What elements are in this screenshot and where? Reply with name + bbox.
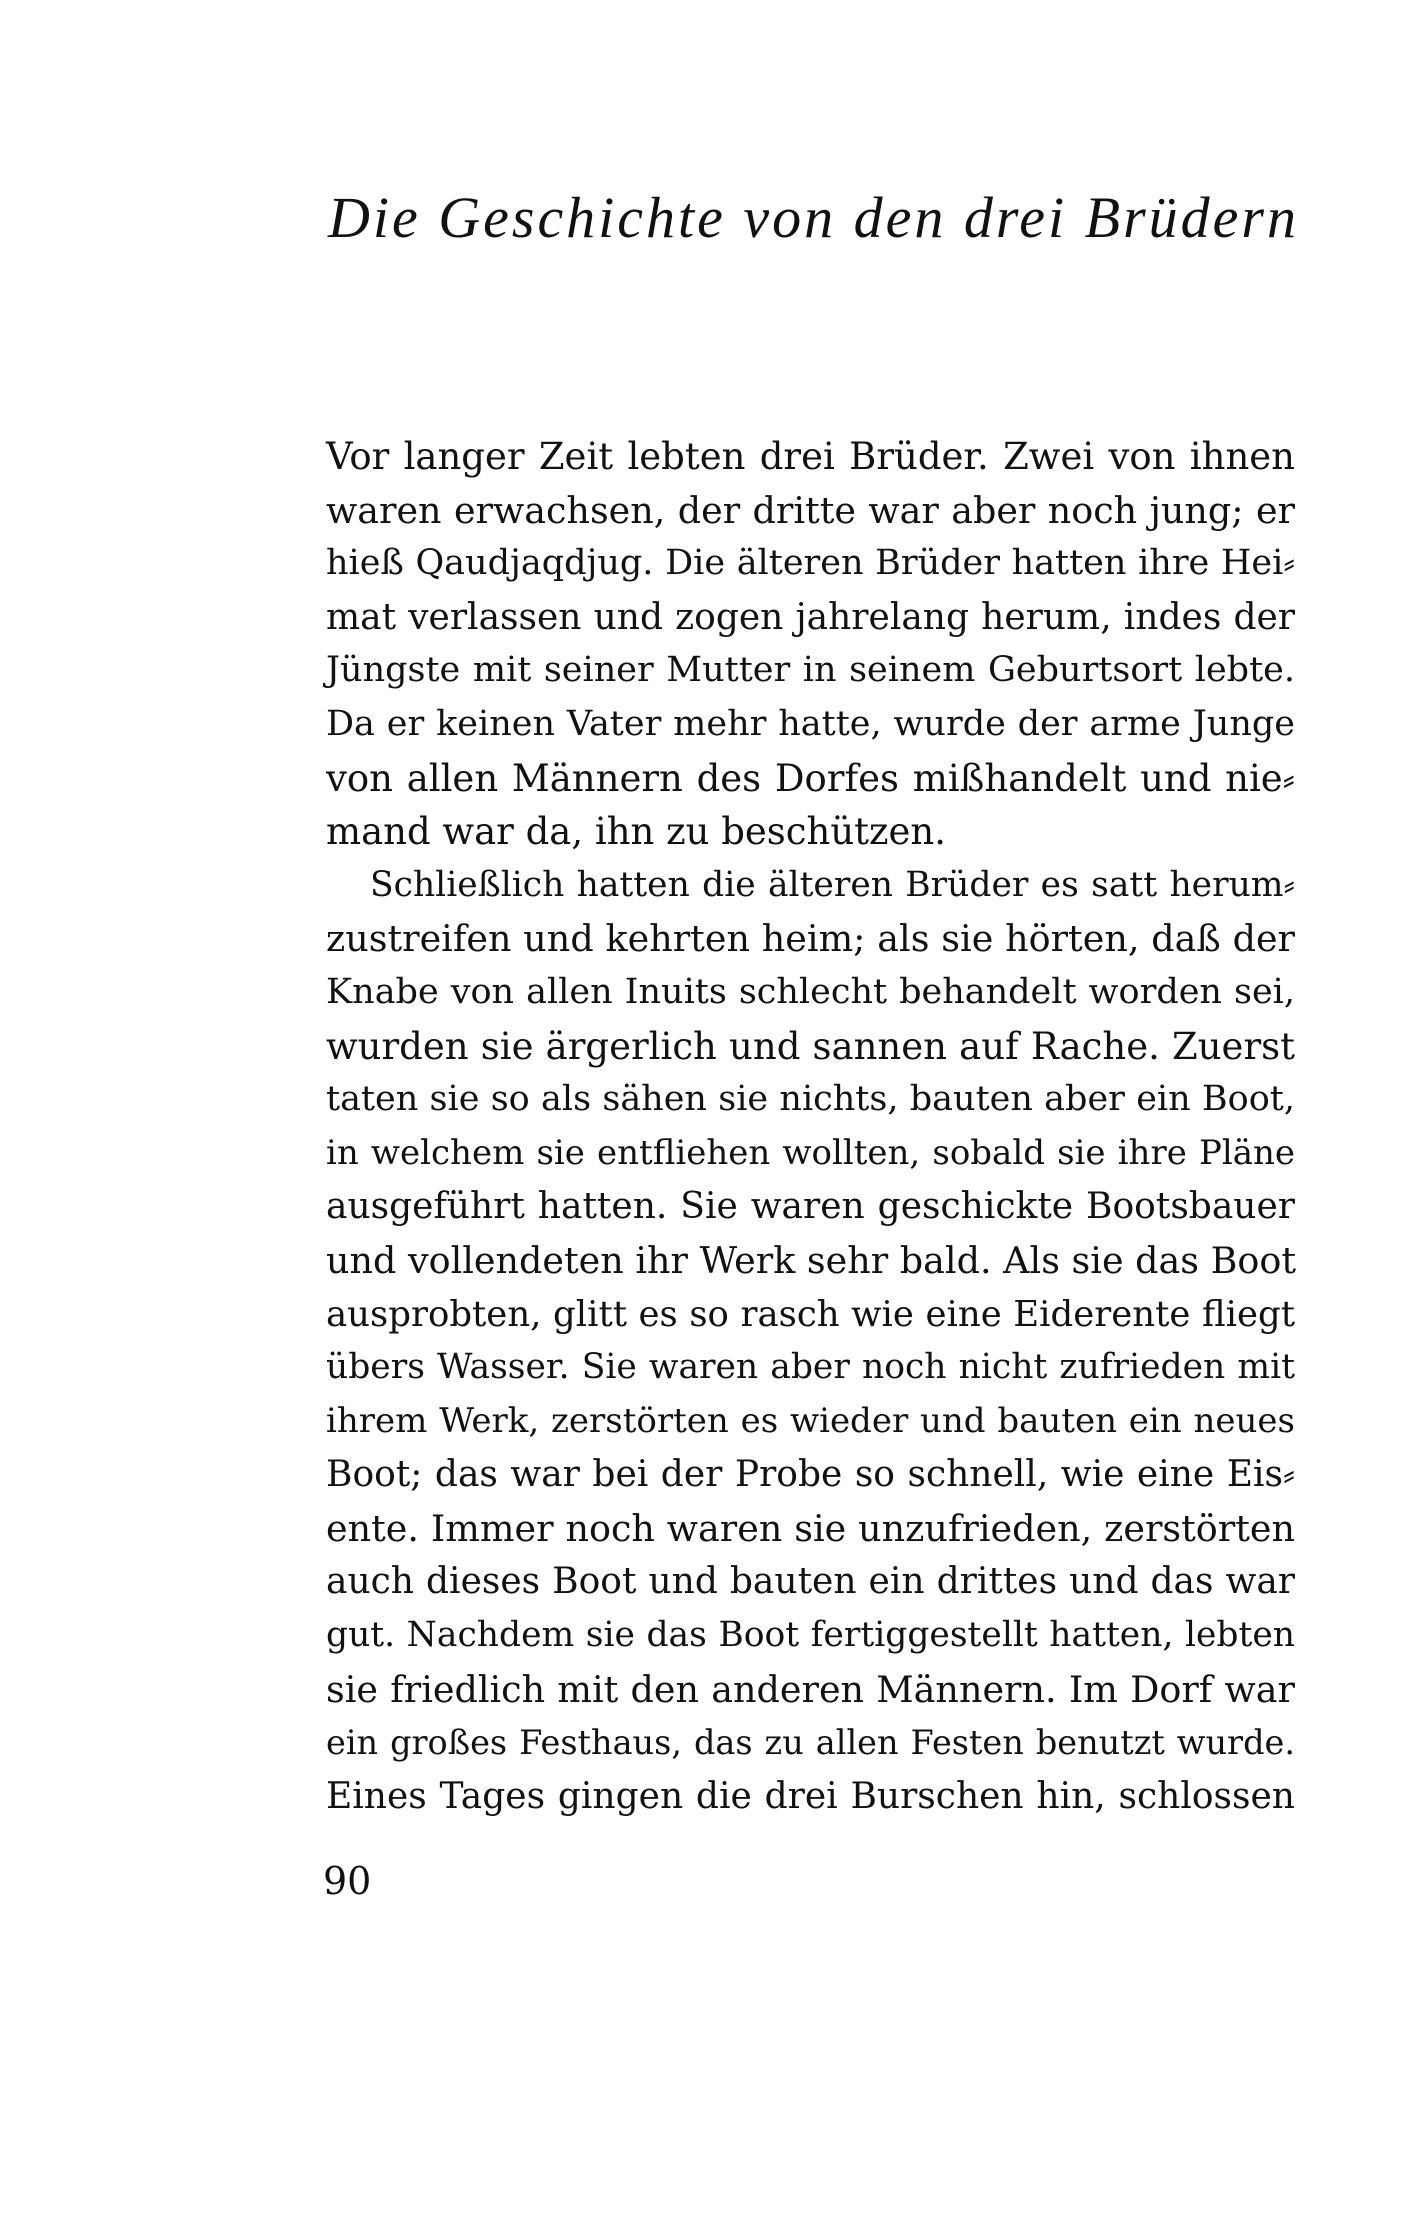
page-number: 90 [323,1859,372,1903]
text-line: Knabe von allen Inuits schlecht behandelt worden sei, [326,971,1295,1012]
text-line: waren erwachsen, der dritte war aber noch jung; er [326,488,1295,532]
text-line: und vollendeten ihr Werk sehr bald. Als sie das Boot [326,1238,1297,1282]
paragraph-2 [326,859,1295,1824]
text-line: wurden sie ärgerlich und sannen auf Rache. Zuerst [326,1024,1295,1068]
text-line: Jüngste mit seiner Mutter in seinem Geburtsort lebte. [326,650,1295,691]
text-line: ihrem Werk, zerstörten es wieder und bauten ein neues [326,1400,1295,1441]
paragraph-1 [326,430,1295,859]
text-line: zustreifen und kehrten heim; als sie hörten, daß der [326,917,1295,961]
text-line: auch dieses Boot und bauten ein drittes und das war [326,1561,1295,1603]
text-line: ausgeführt hatten. Sie waren geschickte Bootsbauer [326,1186,1295,1228]
text-line: mand war da, ihn zu beschützen. [326,810,947,854]
text-line: ente. Immer noch waren sie unzufrieden, zerstörten [326,1506,1295,1550]
text-line: Boot; das war bei der Probe so schnell, wie eine Eis⸗ [326,1454,1295,1496]
text-line: mat verlassen und zogen jahrelang herum, indes der [326,596,1295,638]
text-line: übers Wasser. Sie waren aber noch nicht zufrieden mit [326,1347,1295,1388]
text-line: Schließlich hatten die älteren Brüder es satt herum⸗ [370,864,1295,905]
text-line: gut. Nachdem sie das Boot fertiggestellt hatten, lebten [326,1615,1295,1656]
text-line: hieß Qaudjaqdjug. Die älteren Brüder hatten ihre Hei⸗ [326,543,1295,584]
text-line: taten sie so als sähen sie nichts, bauten aber ein Boot, [326,1079,1295,1120]
text-line: Da er keinen Vater mehr hatte, wurde der arme Junge [326,703,1295,744]
body-text [326,430,1295,1823]
text-line: sie friedlich mit den anderen Männern. Im Dorf war [326,1667,1295,1711]
text-line: ausprobten, glitt es so rasch wie eine Eiderente fliegt [326,1293,1295,1335]
text-line: Vor langer Zeit lebten drei Brüder. Zwei von ihnen [326,435,1295,478]
text-line: in welchem sie entfliehen wollten, sobald sie ihre Pläne [326,1132,1295,1173]
text-line: ein großes Festhaus, das zu allen Festen benutzt wurde. [326,1723,1295,1763]
chapter-title: Die Geschichte von den drei Brüdern [328,185,1299,250]
text-line: von allen Männern des Dorfes mißhandelt und nie⸗ [326,756,1295,800]
text-line: Eines Tages gingen die drei Burschen hin, schlossen [326,1775,1295,1817]
